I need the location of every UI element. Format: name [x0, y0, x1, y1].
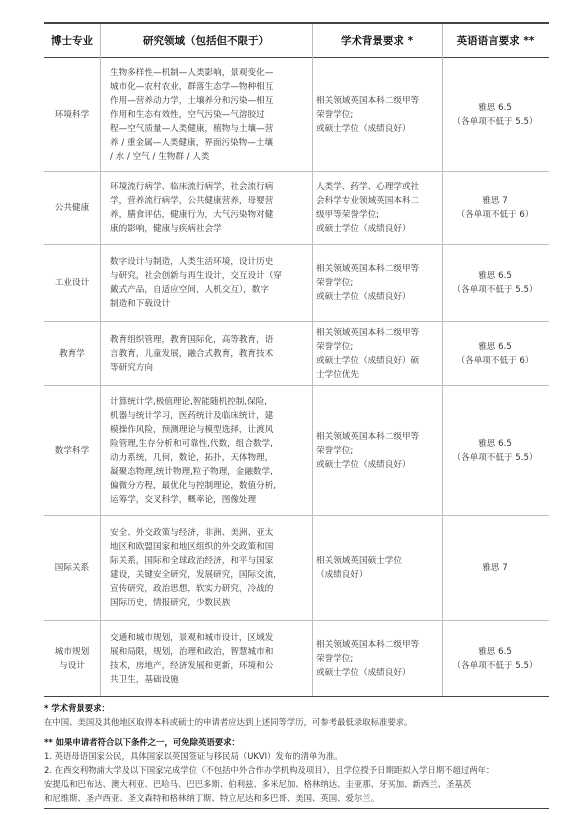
- academic-cell: 相关领域英国本科二级甲等 荣誉学位; 或硕士学位（成绩良好）硕 士学位优先: [316, 327, 420, 380]
- academic-cell: 相关领域英国本科二级甲等 荣誉学位; 或硕士学位（成绩良好）: [316, 264, 420, 302]
- fields-cell: 交通和城市规划，景观和城市设计，区域发 展和局限，规划，治理和政治，智慧城市和 技术，房地产，经济发展和更新，环境和公 共卫生，基础设施: [110, 632, 274, 685]
- table-row: [44, 245, 549, 322]
- table-row: [44, 386, 549, 516]
- fields-cell: 教育组织管理，教育国际化，高等教育，语 言教育，儿童发展，融合式教育，教育技术 等研究方向: [110, 334, 274, 373]
- major-cell: 国际关系: [54, 563, 90, 573]
- academic-cell: 人类学、药学、心理学或社 会科学专业领域英国本科二 级甲等荣誉学位; 或硕士学位（成绩良好）: [316, 182, 420, 234]
- footnotes: [44, 701, 554, 805]
- major-cell: 教育学: [59, 348, 85, 359]
- english-cell: 雅思 6.5 （各单项不低于 5.5）: [452, 271, 538, 295]
- english-cell: 雅思 6.5 （各单项不低于 5.5）: [452, 646, 538, 671]
- english-cell: 雅思 6.5 （各单项不低于 5.5）: [452, 438, 538, 463]
- fields-cell: 生物多样性—机制—人类影响，景观变化— 城市化—农村农业，群落生态学—物种相互 作用—营养动力学，土壤养分和污染—相互 作用和生态有效性，空气污染—气溶胶过 程—空气质量—人类健康，植物与土壤—营 养 / 重金属—人类健康，界面污染物—土壤 / 水 / 空气 / 生物群 / 人类: [110, 67, 274, 162]
- table-row: [44, 172, 549, 245]
- major-cell: 数学科学: [54, 445, 90, 456]
- major-cell: 公共健康: [54, 203, 90, 213]
- table-row: [44, 516, 549, 621]
- header-academic-background: 学术背景要求 *: [340, 35, 414, 47]
- table-row: [44, 621, 549, 696]
- table-row: [44, 58, 549, 172]
- major-cell: 环境科学: [54, 109, 90, 120]
- english-exemption-title: ** 如果申请者符合以下条件之一，可免除英语要求：: [44, 737, 240, 747]
- major-cell: 工业设计: [54, 278, 90, 288]
- footnote-bottom-rule: [44, 808, 549, 809]
- fields-cell: 安全、外交政策与经济，非洲、美洲、亚太 地区和欧盟国家和地区组织的外交政策和国 际关系，国际和全球政治经济，和平与国家 建设，关键安全研究，发展研究，国际交流， 宣传研究，政治思想，软实力研究，冷战的 国际历史，情报研究，少数民族: [110, 528, 282, 608]
- header-english-requirement: 英语语言要求 **: [456, 35, 535, 47]
- academic-cell: 相关领域英国硕士学位 （成绩良好）: [316, 556, 402, 580]
- english-cell: 雅思 7: [482, 563, 508, 573]
- fields-cell: 环境流行病学、临床流行病学，社会流行病 学，营养流行病学，公共健康营养，母婴营 养，膳食评估，健康行为，大气污染物对健 康的影响，健康与疾病社会学: [110, 182, 274, 234]
- table-bottom-rule: [44, 696, 549, 697]
- english-exemption-item-2: 2. 在西交利物浦大学及以下国家完成学位（不包括中外合作办学机构及项目），且学位授予日期距拟入学日期不超过两年： 安提瓜和巴布达、澳大利亚、巴哈马、巴巴多斯、伯利兹、多米尼加、格林纳达、圭亚那、牙买加、新西兰、圣基茨 和尼维斯、圣卢西亚、圣文森特和格林纳丁斯、特立尼达和多巴哥、美国、英国、爱尔兰。: [44, 765, 495, 803]
- academic-note-text: 在中国、美国及其他地区取得本科或硕士的申请者应达到上述同等学历，可参考最低录取标准要求。: [44, 717, 413, 727]
- fields-cell: 计算统计学,极值理论,智能随机控制,保险, 机器与统计学习，医药统计及临床统计，建 模操作风险，预测理论与模型选择，让渡风 险管理,生存分析和可靠性,代数，组合数学, 动力系统，几何，数论，拓扑，天体物理， 凝聚态物理,统计物理,粒子物理，金融数学, 偏微分方程，最优化与控制理论，数值分析, 运筹学，交叉科学，概率论，图像处理: [110, 396, 277, 505]
- english-exemption-item-1: 1. 英语母语国家公民，具体国家以英国签证与移民局（UKVI）发布的清单为准。: [44, 751, 343, 761]
- academic-cell: 相关领域英国本科二级甲等 荣誉学位; 或硕士学位（成绩良好）: [316, 95, 420, 134]
- header-research-fields: 研究领域（包括但不限于）: [143, 35, 269, 47]
- academic-note-title: * 学术背景要求：: [44, 703, 110, 713]
- english-cell: 雅思 7 （各单项不低于 6）: [456, 196, 534, 220]
- english-cell: 雅思 6.5 （各单项不低于 6）: [456, 341, 534, 366]
- header-major: 博士专业: [51, 35, 93, 47]
- table-row: [44, 322, 549, 386]
- academic-cell: 相关领域英国本科二级甲等 荣誉学位; 或硕士学位（成绩良好）: [316, 431, 420, 470]
- major-cell: 城市规划 与设计: [54, 646, 90, 671]
- english-cell: 雅思 6.5 （各单项不低于 5.5）: [452, 102, 538, 127]
- academic-cell: 相关领域英国本科二级甲等 荣誉学位; 或硕士学位（成绩良好）: [316, 639, 420, 678]
- fields-cell: 数字设计与制造，人类生活环境，设计历史 与研究，社会创新与再生设计，交互设计（穿 戴式产品，自适应空间，人机交互），数字 制造和下载设计: [110, 257, 282, 309]
